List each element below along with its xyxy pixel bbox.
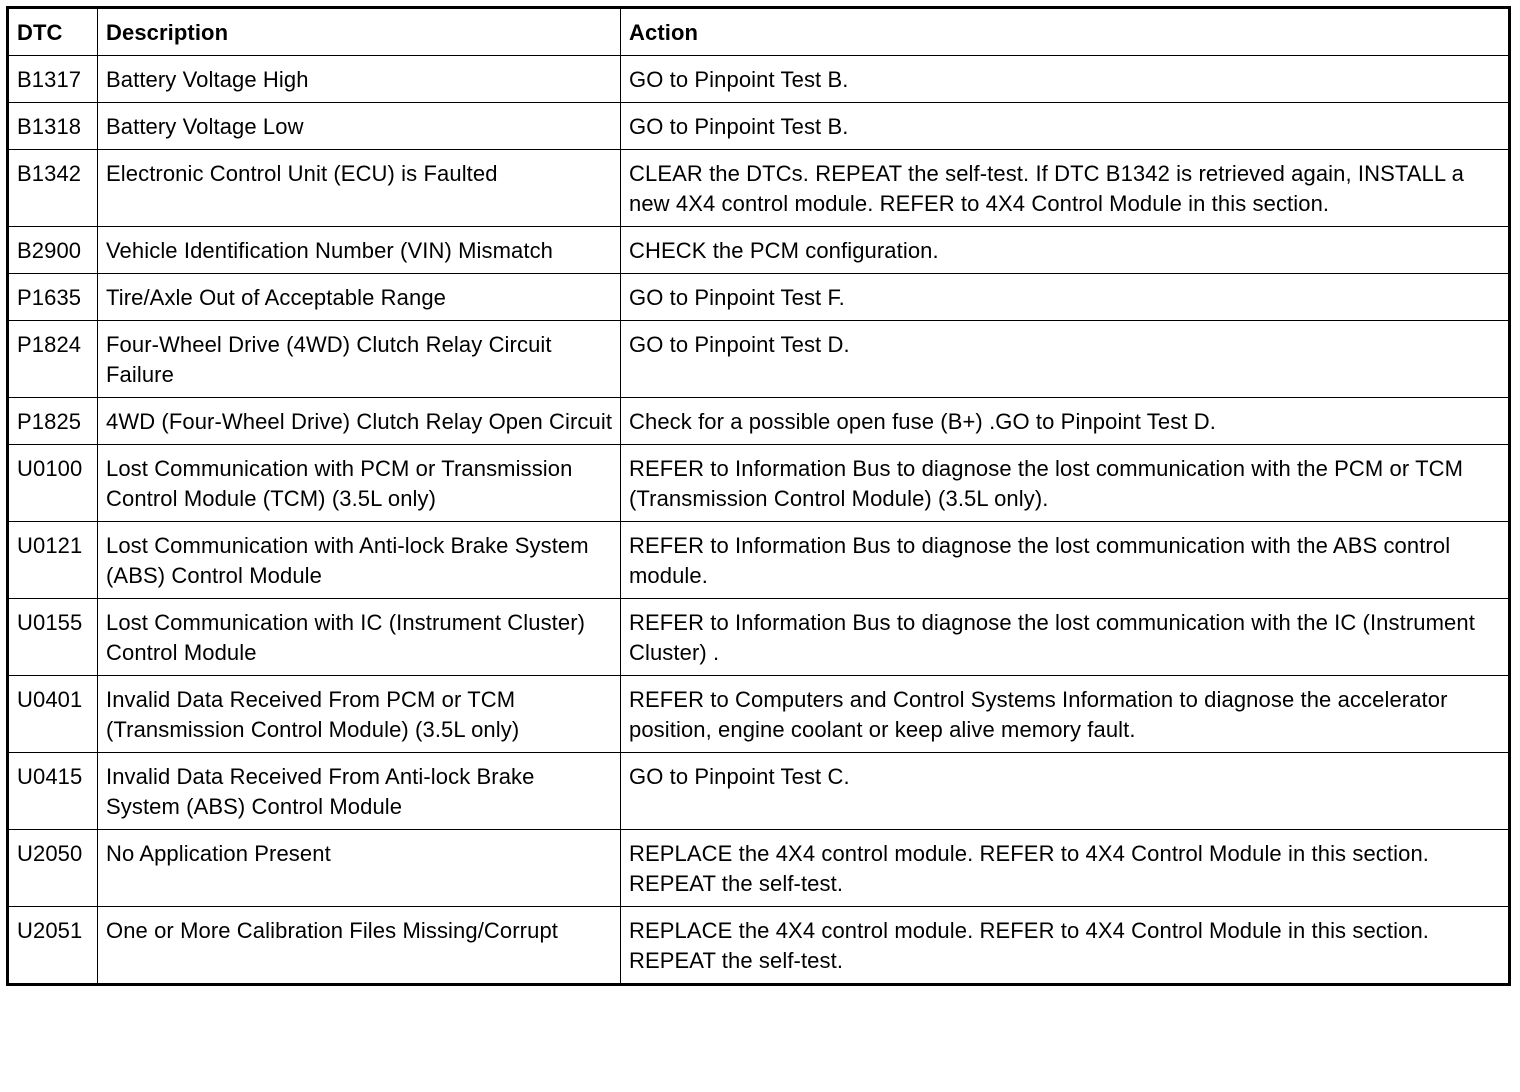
dtc-cell: P1824 xyxy=(8,321,98,398)
table-row xyxy=(8,150,1510,227)
description-cell: Battery Voltage Low xyxy=(98,103,621,150)
table-row xyxy=(8,103,1510,150)
dtc-cell: B1318 xyxy=(8,103,98,150)
description-cell: Invalid Data Received From PCM or TCM (Transmission Control Module) (3.5L only) xyxy=(98,676,621,753)
action-cell: CHECK the PCM configuration. xyxy=(621,227,1510,274)
description-cell: Vehicle Identification Number (VIN) Mismatch xyxy=(98,227,621,274)
table-row xyxy=(8,398,1510,445)
dtc-cell: B1317 xyxy=(8,56,98,103)
action-cell: Check for a possible open fuse (B+) .GO to Pinpoint Test D. xyxy=(621,398,1510,445)
action-cell: REFER to Computers and Control Systems Information to diagnose the accelerator position, engine coolant or keep alive memory fault. xyxy=(621,676,1510,753)
description-cell: Lost Communication with IC (Instrument Cluster) Control Module xyxy=(98,599,621,676)
table-row xyxy=(8,907,1510,985)
table-row xyxy=(8,830,1510,907)
table-row xyxy=(8,676,1510,753)
table-row xyxy=(8,274,1510,321)
column-header-description: Description xyxy=(98,8,621,56)
description-cell: No Application Present xyxy=(98,830,621,907)
action-cell: REPLACE the 4X4 control module. REFER to 4X4 Control Module in this section. REPEAT the self-test. xyxy=(621,830,1510,907)
table-row xyxy=(8,445,1510,522)
dtc-cell: B2900 xyxy=(8,227,98,274)
column-header-dtc: DTC xyxy=(8,8,98,56)
description-cell: Lost Communication with Anti-lock Brake System (ABS) Control Module xyxy=(98,522,621,599)
action-cell: GO to Pinpoint Test C. xyxy=(621,753,1510,830)
table-row xyxy=(8,227,1510,274)
table-row xyxy=(8,522,1510,599)
action-cell: REFER to Information Bus to diagnose the lost communication with the ABS control module. xyxy=(621,522,1510,599)
action-cell: GO to Pinpoint Test F. xyxy=(621,274,1510,321)
description-cell: One or More Calibration Files Missing/Corrupt xyxy=(98,907,621,985)
action-cell: GO to Pinpoint Test B. xyxy=(621,103,1510,150)
description-cell: Invalid Data Received From Anti-lock Brake System (ABS) Control Module xyxy=(98,753,621,830)
table-row xyxy=(8,753,1510,830)
table-row xyxy=(8,321,1510,398)
dtc-cell: U0100 xyxy=(8,445,98,522)
dtc-cell: U0155 xyxy=(8,599,98,676)
dtc-cell: U2050 xyxy=(8,830,98,907)
dtc-table xyxy=(6,6,1511,986)
column-header-action: Action xyxy=(621,8,1510,56)
action-cell: GO to Pinpoint Test B. xyxy=(621,56,1510,103)
description-cell: Tire/Axle Out of Acceptable Range xyxy=(98,274,621,321)
description-cell: Four-Wheel Drive (4WD) Clutch Relay Circuit Failure xyxy=(98,321,621,398)
table-row xyxy=(8,56,1510,103)
dtc-cell: B1342 xyxy=(8,150,98,227)
action-cell: REFER to Information Bus to diagnose the lost communication with the IC (Instrument Cluster) . xyxy=(621,599,1510,676)
dtc-cell: U0401 xyxy=(8,676,98,753)
dtc-cell: P1825 xyxy=(8,398,98,445)
description-cell: Lost Communication with PCM or Transmission Control Module (TCM) (3.5L only) xyxy=(98,445,621,522)
action-cell: GO to Pinpoint Test D. xyxy=(621,321,1510,398)
table-header-row xyxy=(8,8,1510,56)
dtc-cell: U0415 xyxy=(8,753,98,830)
action-cell: REFER to Information Bus to diagnose the lost communication with the PCM or TCM (Transmission Control Module) (3.5L only). xyxy=(621,445,1510,522)
description-cell: Battery Voltage High xyxy=(98,56,621,103)
table-row xyxy=(8,599,1510,676)
description-cell: 4WD (Four-Wheel Drive) Clutch Relay Open Circuit xyxy=(98,398,621,445)
dtc-cell: U2051 xyxy=(8,907,98,985)
dtc-cell: U0121 xyxy=(8,522,98,599)
action-cell: CLEAR the DTCs. REPEAT the self-test. If DTC B1342 is retrieved again, INSTALL a new 4X4 control module. REFER to 4X4 Control Module in this section. xyxy=(621,150,1510,227)
dtc-cell: P1635 xyxy=(8,274,98,321)
action-cell: REPLACE the 4X4 control module. REFER to 4X4 Control Module in this section. REPEAT the self-test. xyxy=(621,907,1510,985)
description-cell: Electronic Control Unit (ECU) is Faulted xyxy=(98,150,621,227)
